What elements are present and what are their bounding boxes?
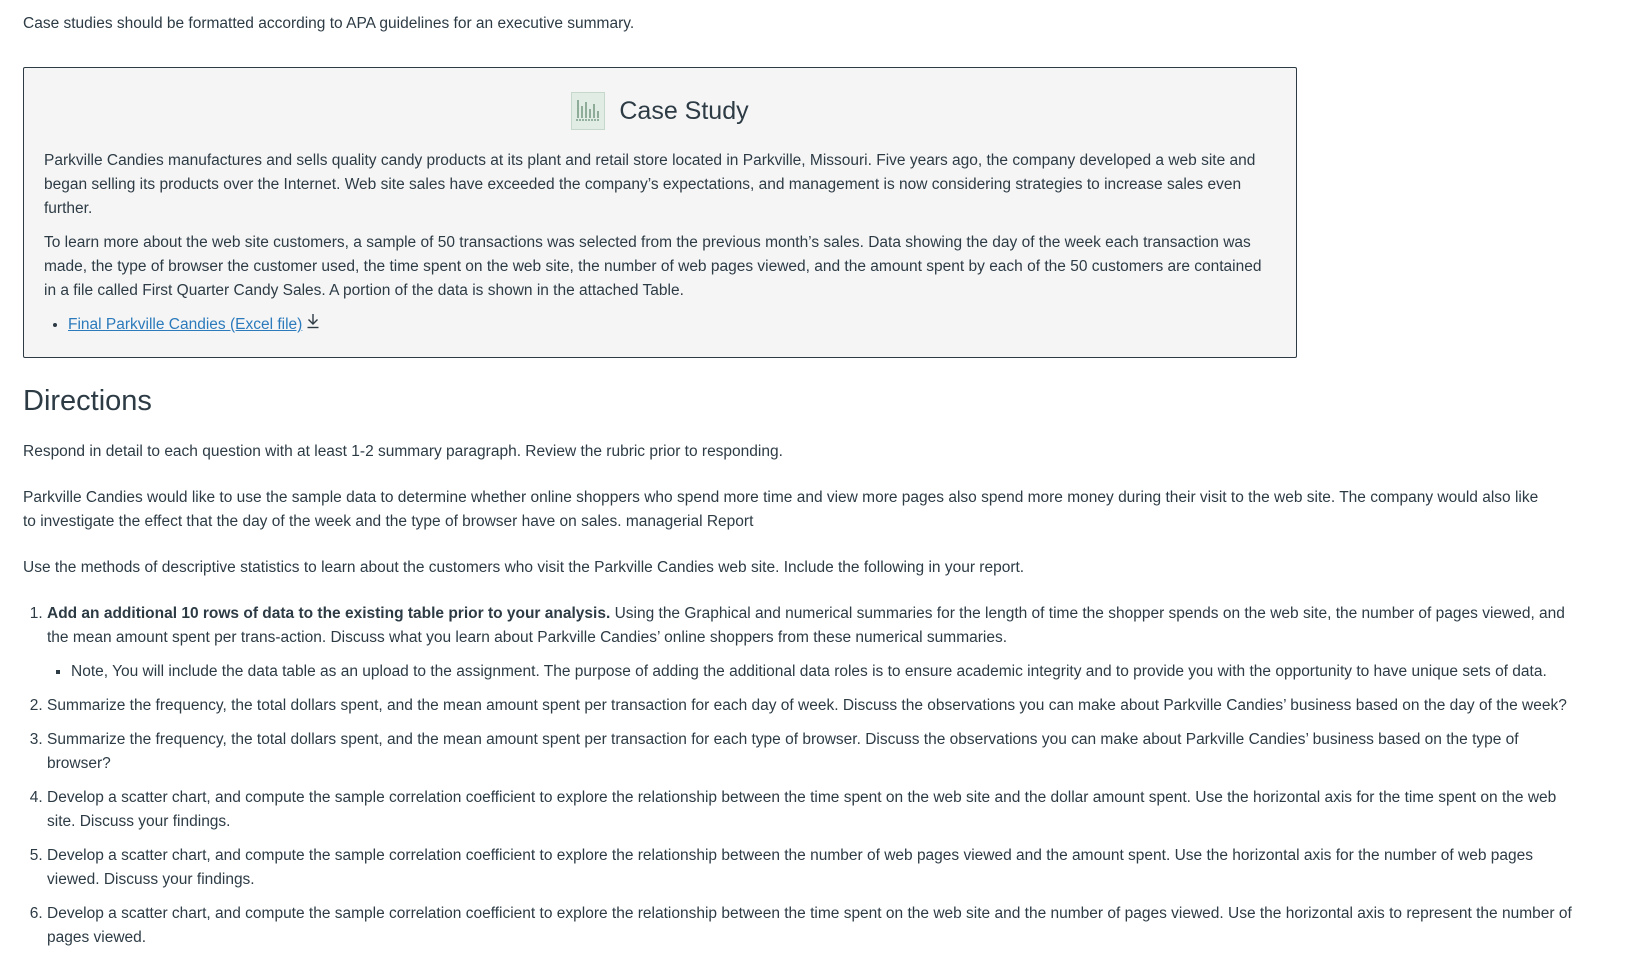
- directions-paragraph: Respond in detail to each question with at least 1-2 summary paragraph. Review the rubric prior to responding.: [23, 443, 783, 461]
- directions-heading: Directions: [23, 385, 152, 418]
- directions-paragraph: Parkville Candies would like to use the sample data to determine whether online shoppers who spend more time and view more pages also spend more money during their visit to the web site. The company would also like to investigate the effect that the day of the week and the type of browser have on sales. managerial Report: [23, 489, 1539, 531]
- question-item: 6. Develop a scatter chart, and compute the sample correlation coefficient to explore the relationship between the time spent on the web site and the number of pages viewed. Use the horizontal axis to represent the number of pages viewed.: [47, 902, 1577, 950]
- list-item: [68, 313, 1276, 337]
- case-study-box: [23, 67, 1297, 358]
- excel-file-link[interactable]: Final Parkville Candies (Excel file): [68, 316, 303, 334]
- question-1-emphasis: Add an additional 10 rows of data to the existing table prior to your analysis.: [47, 605, 611, 623]
- intro-text: Case studies should be formatted according to APA guidelines for an executive summary.: [23, 15, 635, 32]
- questions-list: [23, 602, 1577, 950]
- note-list: [47, 660, 1577, 684]
- case-study-paragraph: To learn more about the web site customers, a sample of 50 transactions was selected from the previous month’s sales. Data showing the day of the week each transaction was made, the type of browser the customer used, the time spent on the web site, the number of web pages viewed, and the amount spent by each of the 50 customers are contained in a file called First Quarter Candy Sales. A portion of the data is shown in the attached Table.: [44, 234, 1262, 299]
- bar-chart-icon: [571, 92, 605, 130]
- question-item: 4. Develop a scatter chart, and compute the sample correlation coefficient to explore the relationship between the time spent on the web site and the dollar amount spent. Use the horizontal axis for the time spent on the web site. Discuss your findings.: [47, 786, 1577, 834]
- question-item: 5. Develop a scatter chart, and compute the sample correlation coefficient to explore the relationship between the number of web pages viewed and the amount spent. Use the horizontal axis for the number of web pages viewed. Discuss your findings.: [47, 844, 1577, 892]
- case-study-title: Case Study: [619, 97, 749, 125]
- file-list: [44, 313, 1276, 337]
- question-item: [47, 602, 1577, 684]
- case-study-paragraph: Parkville Candies manufactures and sells quality candy products at its plant and retail store located in Parkville, Missouri. Five years ago, the company developed a web site and began selling its products over the Internet. Web site sales have exceeded the company’s expectations, and management is now considering strategies to increase sales even further.: [44, 152, 1256, 217]
- note-item: ▪ Note, You will include the data table as an upload to the assignment. The purpose of adding the additional data roles is to ensure academic integrity and to provide you with the opportunity to have unique sets of data.: [71, 660, 1577, 684]
- question-1-text: Using the Graphical and numerical summaries for the length of time the shopper spends on the web site, the number of pages viewed, and the mean amount spent per trans-action. Discuss what you learn about Parkville Candies’ online shoppers from these numerical summaries.: [47, 605, 1565, 647]
- download-icon[interactable]: [306, 313, 320, 337]
- question-item: 3. Summarize the frequency, the total dollars spent, and the mean amount spent per transaction for each type of browser. Discuss the observations you can make about Parkville Candies’ business based on the type of browser?: [47, 728, 1577, 776]
- question-item: 2. Summarize the frequency, the total dollars spent, and the mean amount spent per transaction for each day of week. Discuss the observations you can make about Parkville Candies’ business based on the day of the week?: [47, 694, 1577, 718]
- directions-paragraph: Use the methods of descriptive statistics to learn about the customers who visit the Parkville Candies web site. Include the following in your report.: [23, 559, 1025, 577]
- case-study-header: [44, 92, 1276, 130]
